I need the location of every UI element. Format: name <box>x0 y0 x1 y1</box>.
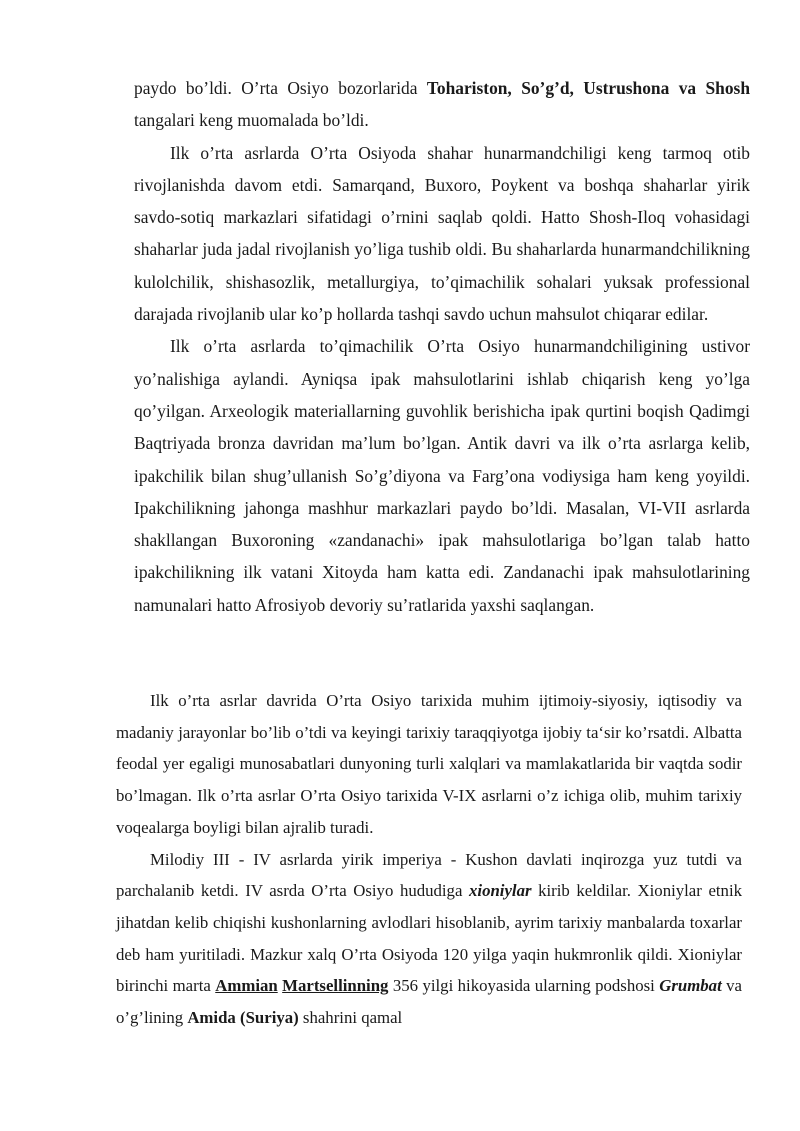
text-run: va o’g’lining <box>116 976 742 1028</box>
paragraph-4: Ilk o’rta asrlar davrida O’rta Osiyo tarixida muhim ijtimoiy-siyosiy, iqtisodiy va madaniy jarayonlar bo’lib o’tdi va keyingi tarixiy taraqqiyotga ijobiy ta‘sir ko’rsatdi. Albatta feodal yer egaligi munosabatlari dunyoning turli xalqlari va mamlakatlarida bir vaqtda sodir bo’lmagan. Ilk o’rta asrlar O’rta Osiyo tarixida V-IX asrlarni o’z ichiga olib, muhim tarixiy voqealarga boyligi bilan ajralib turadi. <box>116 691 742 837</box>
bold-italic-term-xioniylar: xioniylar <box>469 881 532 901</box>
text-run: Milodiy III - IV asrlarda yirik imperiya - Kushon davlati inqirozga yuz tutdi va parchalanib ketdi. IV asrda O’rta Osiyo hududiga <box>116 849 742 901</box>
bold-term-amida: Amida (Suriya) <box>187 1008 299 1028</box>
underlined-name-martsellinning: Martsellinning <box>282 976 389 996</box>
text-section-lower <box>116 685 742 1034</box>
text-run: 356 yilgi hikoyasida ularning podshosi <box>388 976 660 996</box>
text-run: tangalari keng muomalada bo’ldi. <box>134 110 369 131</box>
bold-term-regions: Tohariston, So’g’d, Ustrushona va Shosh <box>426 78 750 98</box>
paragraph-5 <box>116 844 742 1034</box>
text-run: kirib keldilar. Xioniylar etnik jihatdan kelib chiqishi kushonlarning avlodlari hisoblanib, ayrim tarixiy manbalarda toxarlar deb ham yuritiladi. Mazkur xalq O’rta Osiyoda 120 yilga yaqin hukmronlik qildi. Xioniylar birinchi marta <box>116 881 742 996</box>
bold-italic-name-grumbat: Grumbat <box>659 976 722 996</box>
paragraph-3: Ilk o’rta asrlarda to’qimachilik O’rta Osiyo hunarmandchiligining ustivor yo’nalishiga aylandi. Ayniqsa ipak mahsulotlarini ishlab chiqarish keng yo’lga qo’yilgan. Arxeologik materiallarning guvohlik berishicha ipak qurtini boqish Qadimgi Baqtriyada bronza davridan ma’lum bo’lgan. Antik davri va ilk o’rta asrlarga kelib, ipakchilik bilan shug’ullanish So’g’diyona va Farg’ona vodiysiga ham keng yoyildi. Ipakchilikning jahonga mashhur markazlari paydo bo’ldi. Masalan, VI-VII asrlarda shakllangan Buxoroning «zandanachi» ipak mahsulotlariga bo’lgan talab hatto ipakchilikning ilk vatani Xitoyda ham katta edi. Zandanachi ipak mahsulotlarining namunalari hatto Afrosiyob devoriy su’ratlarida yaxshi saqlangan. <box>134 336 750 615</box>
text-run: shahrini qamal <box>298 1008 403 1028</box>
underlined-name-ammian: Ammian <box>215 976 278 996</box>
paragraph-2: Ilk o’rta asrlarda O’rta Osiyoda shahar hunarmandchiligi keng tarmoq otib rivojlanishda davom etdi. Samarqand, Buxoro, Poykent va boshqa shaharlar yirik savdo-sotiq markazlari sifatidagi o’rnini saqlab qoldi. Hatto Shosh-Iloq vohasidagi shaharlar juda jadal rivojlanish yo’liga tushib oldi. Bu shaharlarda hunarmandchilikning kulolchilik, shishasozlik, metallurgiya, to’qimachilik sohalari yuksak professional darajada rivojlanib ular ko’p hollarda tashqi savdo uchun mahsulot chiqarar edilar. <box>134 142 750 325</box>
paragraph-1 <box>134 72 750 137</box>
text-section-upper <box>134 72 750 621</box>
text-run: paydo bo’ldi. O’rta Osiyo bozorlarida <box>134 78 427 98</box>
